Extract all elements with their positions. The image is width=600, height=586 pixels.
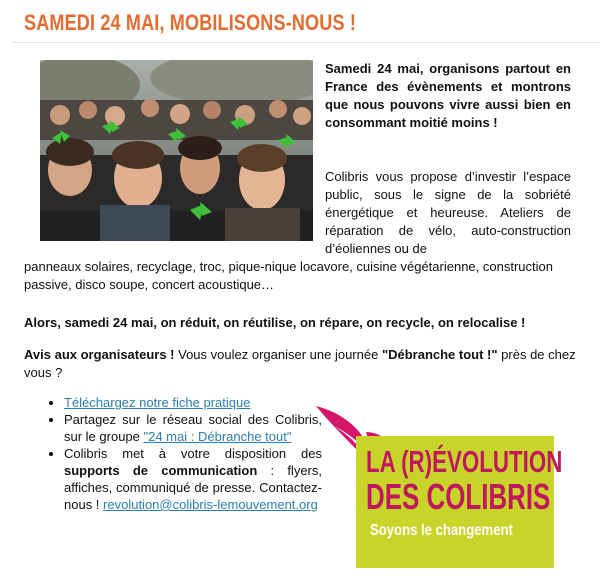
support-bold: supports de communication bbox=[64, 463, 258, 478]
list-item bbox=[64, 445, 322, 513]
email-link[interactable]: revolution@colibris-lemouvement.org bbox=[103, 497, 318, 512]
organizers-paragraph bbox=[24, 346, 576, 382]
intro-paragraph: Colibris vous propose d’investir l’espace public, sous le signe de la sobriété énergétique et heureuse. Ateliers de réparation de vélo, auto-construction d’éoliennes ou de bbox=[325, 169, 571, 256]
organizers-label: Avis aux organisateurs ! bbox=[24, 347, 175, 362]
download-guide-link[interactable]: Téléchargez notre fiche pratique bbox=[64, 395, 251, 410]
actions-list bbox=[46, 394, 322, 513]
logo-tagline: Soyons le changement bbox=[370, 522, 513, 539]
group-link[interactable]: "24 mai : Débranche tout" bbox=[143, 429, 292, 444]
organizers-text-1: Vous voulez organiser une journée bbox=[174, 347, 382, 362]
crowd-photo-illustration bbox=[40, 60, 313, 241]
article-header bbox=[12, 0, 600, 43]
slogan-line: Alors, samedi 24 mai, on réduit, on réutilise, on répare, on recycle, on relocalise ! bbox=[24, 315, 526, 330]
list-item bbox=[64, 394, 322, 411]
list-item bbox=[64, 411, 322, 445]
crowd-photo bbox=[40, 60, 313, 241]
support-text-1: Colibris met à votre disposition des bbox=[64, 446, 322, 461]
page-title: SAMEDI 24 MAI, MOBILISONS-NOUS ! bbox=[24, 10, 356, 35]
lead-paragraph: Samedi 24 mai, organisons partout en France des évènements et montrons que nous pouvons vivre aussi bien en consommant moitié moins ! bbox=[325, 61, 571, 130]
logo-title-line2: DES COLIBRIS bbox=[366, 476, 551, 517]
organizers-text-2: près de chez vous ? bbox=[24, 347, 576, 380]
share-text: Partagez sur le réseau social des Colibris, sur le groupe bbox=[64, 412, 322, 444]
colibris-logo bbox=[310, 402, 563, 570]
support-text-2: : flyers, affiches, communiqué de presse. Contactez-nous ! bbox=[64, 463, 322, 512]
logo-title-line1: LA (R)ÉVOLUTION bbox=[366, 444, 563, 479]
organizers-quote: "Débranche tout !" bbox=[381, 347, 498, 362]
intro-paragraph-continued: panneaux solaires, recyclage, troc, pique-nique locavore, cuisine végétarienne, construction passive, disco soupe, concert acoustique… bbox=[24, 259, 553, 292]
